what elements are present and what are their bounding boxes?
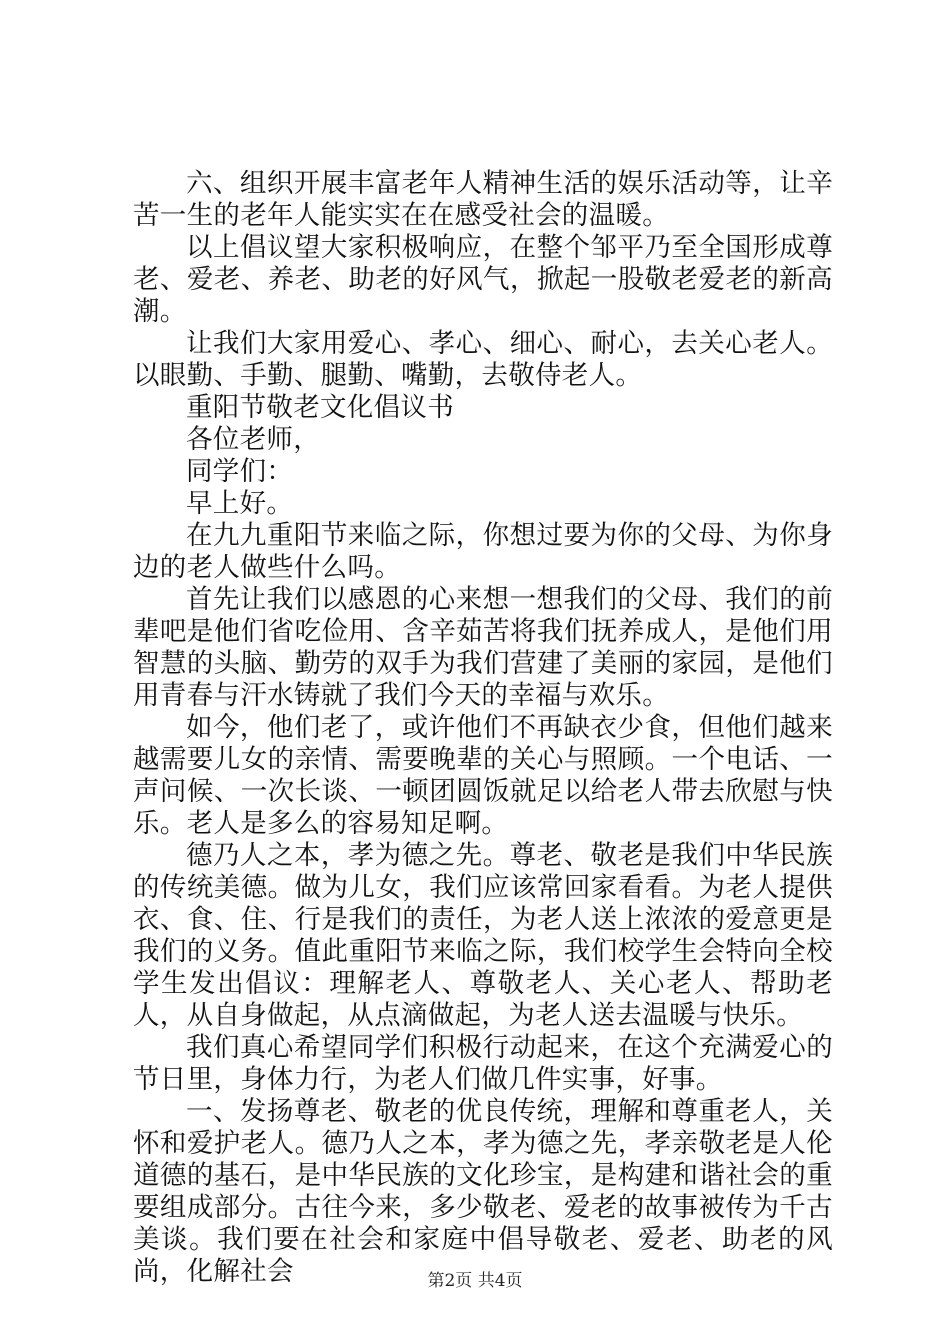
- section-title: 重阳节敬老文化倡议书: [186, 392, 454, 423]
- salutation-students: 同学们：: [186, 456, 294, 487]
- paragraph-virtue: 德乃人之本，孝为德之先。尊老、敬老是我们中华民族的传统美德。做为儿女，我们应该常回家看看。为老人提供衣、食、住、行是我们的责任，为老人送上浓浓的爱意更是我们的义务。值此重阳节来临之际，我们校学生会特向全校学生发出倡议：理解老人、尊敬老人、关心老人、帮助老人，从自身做起，从点滴做起，为老人送去温暖与快乐。: [133, 840, 833, 1031]
- document-body: [133, 168, 833, 1288]
- paragraph-point-one: 一、发扬尊老、敬老的优良传统，理解和尊重老人，关怀和爱护老人。德乃人之本，孝为德之先，孝亲敬老是人伦道德的基石，是中华民族的文化珍宝，是构建和谐社会的重要组成部分。古往今来，多少敬老、爱老的故事被传为千古美谈。我们要在社会和家庭中倡导敬老、爱老、助老的风尚，化解社会: [133, 1096, 833, 1287]
- paragraph-festival-question: 在九九重阳节来临之际，你想过要为你的父母、为你身边的老人做些什么吗。: [133, 520, 833, 583]
- paragraph-call-to-respond: 以上倡议望大家积极响应，在整个邹平乃至全国形成尊老、爱老、养老、助老的好风气，掀起一股敬老爱老的新高潮。: [133, 232, 833, 327]
- paragraph-care-for-elders: 让我们大家用爱心、孝心、细心、耐心，去关心老人。以眼勤、手勤、腿勤、嘴勤，去敬侍老人。: [133, 328, 833, 391]
- paragraph-activities-six: 六、组织开展丰富老年人精神生活的娱乐活动等，让辛苦一生的老年人能实实在在感受社会的温暖。: [133, 168, 833, 231]
- paragraph-hope: 我们真心希望同学们积极行动起来，在这个充满爱心的节日里，身体力行，为老人们做几件实事，好事。: [133, 1032, 833, 1095]
- paragraph-elders-needs: 如今，他们老了，或许他们不再缺衣少食，但他们越来越需要儿女的亲情、需要晚辈的关心与照顾。一个电话、一声问候、一次长谈、一顿团圆饭就足以给老人带去欣慰与快乐。老人是多么的容易知足啊。: [133, 712, 833, 839]
- paragraph-gratitude: 首先让我们以感恩的心来想一想我们的父母、我们的前辈吧是他们省吃俭用、含辛茹苦将我们抚养成人，是他们用智慧的头脑、勤劳的双手为我们营建了美丽的家园，是他们用青春与汗水铸就了我们今天的幸福与欢乐。: [133, 584, 833, 711]
- greeting: 早上好。: [186, 488, 294, 519]
- page-number-footer: 第2页 共4页: [427, 1271, 523, 1291]
- salutation-teachers: 各位老师，: [186, 424, 320, 455]
